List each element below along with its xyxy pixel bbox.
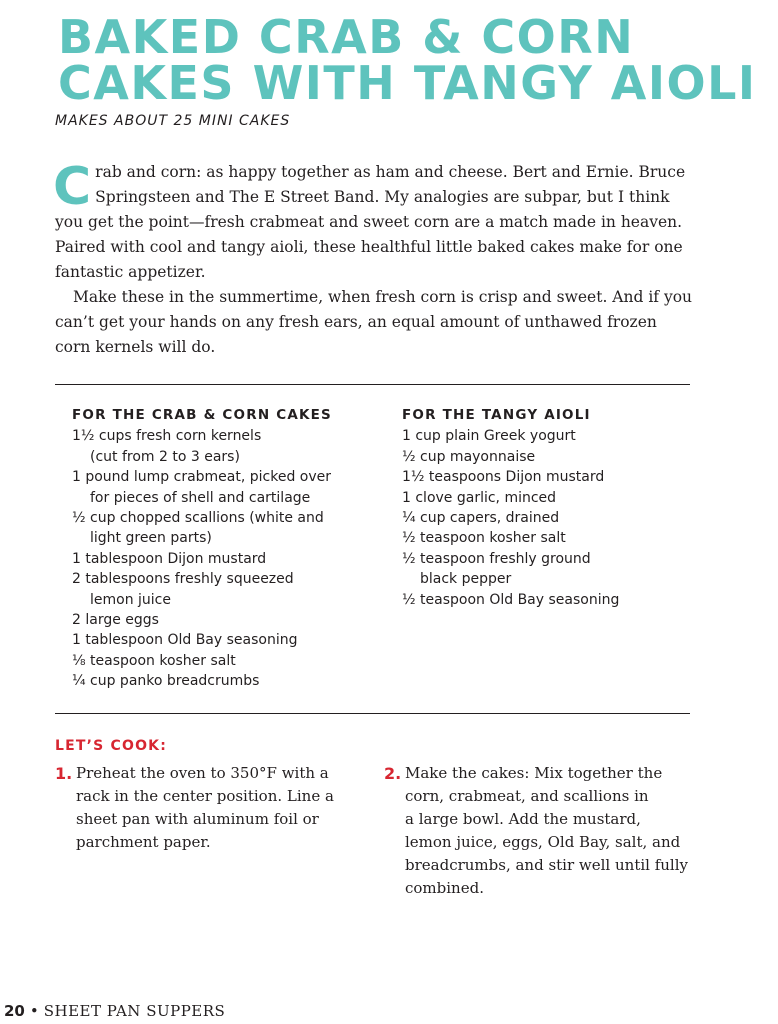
- ingredient-line: lemon juice: [90, 591, 171, 608]
- divider-bottom: [55, 713, 690, 714]
- recipe-title: [58, 10, 757, 110]
- step-text: [76, 762, 355, 854]
- ingredient-line: 1 cup plain Greek yogurt: [402, 428, 576, 445]
- step-1: [55, 762, 355, 854]
- divider-top: [55, 384, 690, 385]
- page-number: 20: [4, 1002, 25, 1020]
- ingredient-line: 2 large eggs: [72, 612, 159, 629]
- step-line: corn, crabmeat, and scallions in: [405, 787, 649, 805]
- ingredient-line: ½ teaspoon Old Bay seasoning: [402, 591, 620, 608]
- page-footer: [4, 1002, 225, 1020]
- ingredient-line: ¼ cup capers, drained: [402, 510, 560, 527]
- ingredient-line: ⅛ teaspoon kosher salt: [72, 652, 236, 669]
- step-2: [384, 762, 704, 900]
- step-line: lemon juice, eggs, Old Bay, salt, and: [405, 833, 681, 851]
- book-title: SHEET PAN SUPPERS: [43, 1002, 226, 1020]
- ingredient-line: for pieces of shell and cartilage: [90, 489, 311, 506]
- intro-paragraph-2: Make these in the summertime, when fresh corn is crisp and sweet. And if you can’t get your hands on any fresh ears, an equal amount of unthawed frozen corn kernels will do.: [55, 288, 693, 356]
- step-number: 2.: [384, 764, 402, 783]
- recipe-yield: MAKES ABOUT 25 MINI CAKES: [55, 113, 291, 129]
- ingredient-line: ½ cup chopped scallions (white and: [72, 510, 324, 527]
- step-line: sheet pan with aluminum foil or: [76, 810, 319, 828]
- ingredient-line: 1½ teaspoons Dijon mustard: [402, 469, 605, 486]
- step-line: combined.: [405, 879, 484, 897]
- ingredient-line: ¼ cup panko breadcrumbs: [72, 673, 260, 690]
- ingredient-line: 1½ cups fresh corn kernels: [72, 428, 262, 445]
- ingredient-line: ½ teaspoon freshly ground: [402, 550, 591, 567]
- ingredient-line: ½ cup mayonnaise: [402, 448, 536, 465]
- lets-cook-heading: LET’S COOK:: [55, 738, 168, 754]
- step-line: Preheat the oven to 350°F with a: [76, 764, 329, 782]
- step-line: rack in the center position. Line a: [76, 787, 334, 805]
- ingredient-line: light green parts): [90, 530, 212, 547]
- step-line: Make the cakes: Mix together the: [405, 764, 663, 782]
- intro-paragraph-1: [53, 157, 695, 285]
- ingredient-line: 2 tablespoons freshly squeezed: [72, 571, 294, 588]
- ingredients-aioli-heading: FOR THE TANGY AIOLI: [402, 407, 591, 423]
- ingredient-line: (cut from 2 to 3 ears): [90, 448, 240, 465]
- drop-cap: C: [53, 157, 92, 217]
- recipe-title-line-2: CAKES WITH TANGY AIOLI: [58, 56, 757, 110]
- intro-paragraph-1-text: rab and corn: as happy together as ham and cheese. Bert and Ernie. Bruce Springsteen and The E Street Band. My analogies are subpar, but I think you get the point—fresh crabmeat and sweet corn are a match made in heaven. Paired with cool and tangy aioli, these healthful little baked cakes make for one fantastic appetizer.: [55, 163, 686, 281]
- ingredient-line: black pepper: [420, 571, 512, 588]
- step-text: [405, 762, 704, 900]
- step-line: a large bowl. Add the mustard,: [405, 810, 641, 828]
- ingredients-cakes-heading: FOR THE CRAB & CORN CAKES: [72, 407, 332, 423]
- ingredient-line: ½ teaspoon kosher salt: [402, 530, 566, 547]
- step-number: 1.: [55, 764, 73, 783]
- ingredient-line: 1 tablespoon Old Bay seasoning: [72, 632, 298, 649]
- step-line: parchment paper.: [76, 833, 211, 851]
- ingredient-line: 1 tablespoon Dijon mustard: [72, 550, 267, 567]
- bullet-separator: •: [29, 1002, 39, 1020]
- ingredient-line: 1 clove garlic, minced: [402, 489, 557, 506]
- intro-text: [53, 157, 695, 360]
- ingredient-line: 1 pound lump crabmeat, picked over: [72, 469, 332, 486]
- ingredients-aioli: [402, 405, 692, 610]
- step-line: breadcrumbs, and stir well until fully: [405, 856, 688, 874]
- ingredients-cakes: [72, 405, 372, 692]
- recipe-title-line-1: BAKED CRAB & CORN: [58, 10, 635, 64]
